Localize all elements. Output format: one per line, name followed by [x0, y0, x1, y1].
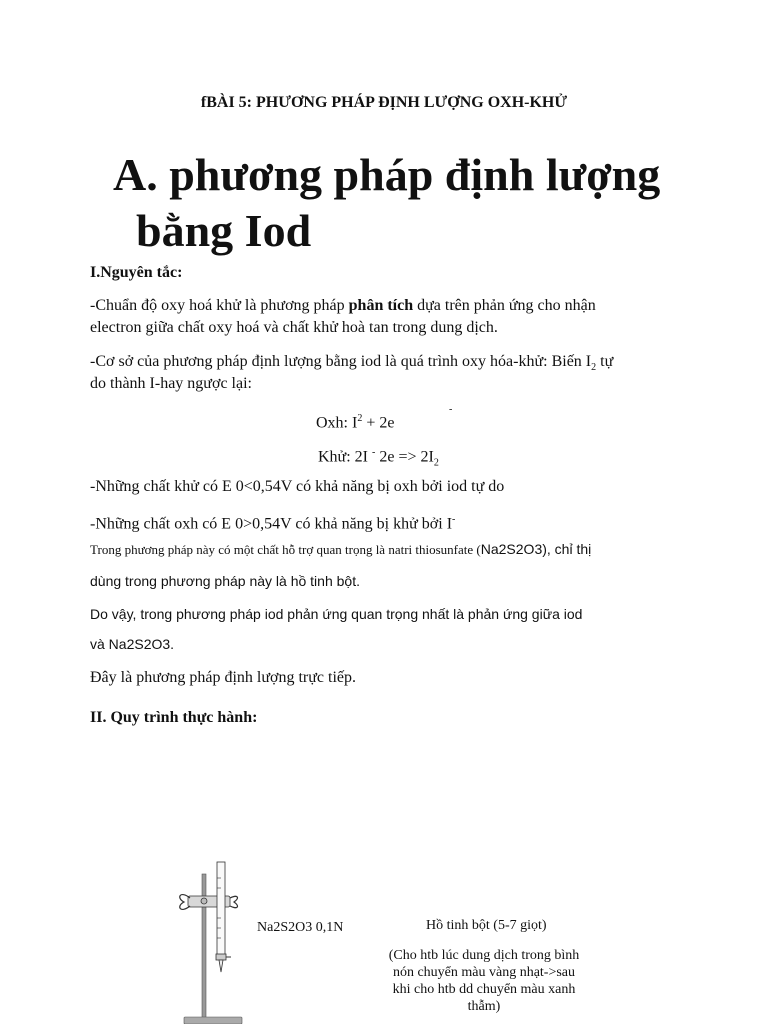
paragraph-7: Đây là phương pháp định lượng trực tiếp.	[90, 669, 356, 686]
section2-heading: II. Quy trình thực hành:	[90, 709, 258, 726]
burette-label: Na2S2O3 0,1N	[257, 920, 344, 935]
paragraph-6-line2: và Na2S2O3.	[90, 636, 175, 652]
paragraph-2-line2: do thành I-hay ngược lại:	[90, 375, 252, 392]
indicator-label: Hồ tinh bột (5-7 giọt)	[426, 918, 547, 933]
indicator-note: (Cho htb lúc dung dịch trong bình nón chuyển màu vàng nhạt->sau khi cho htb dd chuyển màu xanh thẫm)	[388, 948, 580, 1014]
paragraph-5: Trong phương pháp này có một chất hỗ trợ quan trọng là natri thiosunfate (Na2S2O3), chỉ thị	[90, 541, 592, 557]
emphasis-text: phân tích	[348, 297, 414, 314]
section1-heading: I.Nguyên tắc:	[90, 264, 183, 281]
equation-oxidation: Oxh: $I^2 + 2e$	[316, 413, 395, 432]
equation-reduction: Khử: 2I - $2e => 2I_2$	[318, 447, 439, 469]
section-a-heading-line2: bằng Iod	[136, 205, 312, 256]
paragraph-2: -Cơ sở của phương pháp định lượng bằng iod là quá trình oxy hóa-khử: Biến $I_2$ tự	[90, 353, 614, 374]
document-title: fBÀI 5: PHƯƠNG PHÁP ĐỊNH LƯỢNG OXH-KHỬ	[200, 94, 568, 111]
paragraph-6: Do vậy, trong phương pháp iod phản ứng quan trọng nhất là phản ứng giữa iod	[90, 606, 583, 622]
section-a-heading: A. phương pháp định lượng	[113, 149, 661, 200]
paragraph-4: -Những chất oxh có E 0>0,54V có khả năng bị khử bởi I-	[90, 514, 456, 533]
paragraph-5-line2: dùng trong phương pháp này là hồ tinh bột.	[90, 573, 360, 589]
paragraph-3: -Những chất khử có E 0<0,54V có khả năng bị oxh bởi iod tự do	[90, 478, 505, 495]
paragraph-1: -Chuẩn độ oxy hoá khử là phương pháp phân tích dựa trên phản ứng cho nhận	[90, 297, 596, 314]
burette-stand-illustration	[160, 860, 260, 1024]
paragraph-1-line2: electron giữa chất oxy hoá và chất khử hoà tan trong dung dịch.	[90, 319, 498, 336]
equation-oxidation-mark: -	[449, 404, 453, 415]
